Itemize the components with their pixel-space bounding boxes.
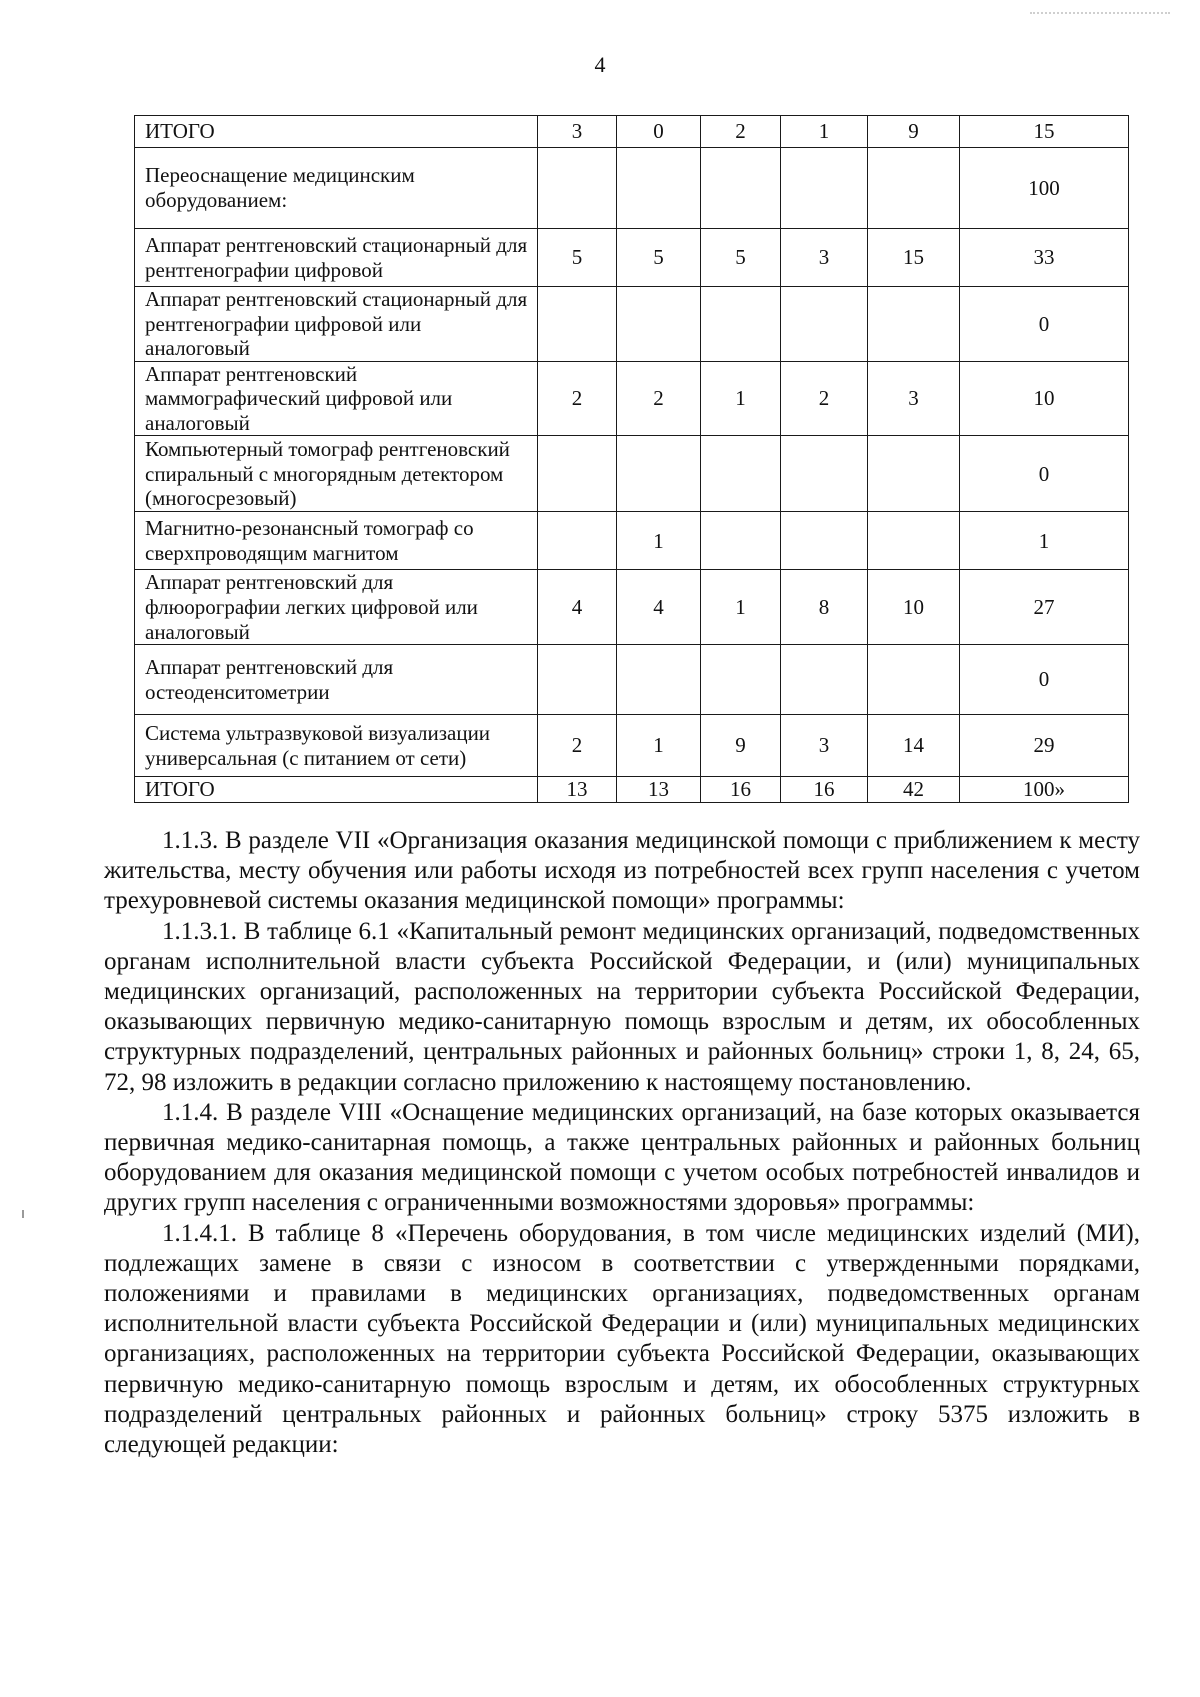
value-cell bbox=[538, 645, 617, 715]
value-cell: 13 bbox=[538, 777, 617, 803]
value-cell: 5 bbox=[617, 229, 701, 287]
value-cell bbox=[781, 148, 868, 229]
value-cell: 3 bbox=[868, 361, 960, 436]
value-cell: 2 bbox=[781, 361, 868, 436]
equipment-name-cell: Магнитно-резонансный томограф со сверхпроводящим магнитом bbox=[135, 512, 538, 570]
value-cell bbox=[781, 436, 868, 512]
value-cell: 100 bbox=[960, 148, 1129, 229]
value-cell: 8 bbox=[781, 570, 868, 645]
value-cell bbox=[701, 512, 781, 570]
equipment-name-cell: Аппарат рентгеновский для флюорографии легких цифровой или аналоговый bbox=[135, 570, 538, 645]
table-row bbox=[135, 436, 1129, 512]
equipment-name-cell: Переоснащение медицинским оборудованием: bbox=[135, 148, 538, 229]
equipment-name-cell: ИТОГО bbox=[135, 777, 538, 803]
body-paragraph: 1.1.4. В разделе VIII «Оснащение медицинских организаций, на базе которых оказывается первичная медико-санитарная помощь, а также центральных районных и районных больниц оборудованием для оказания медицинской помощи с учетом особых потребностей инвалидов и других групп населения с ограниченными возможностями здоровья» программы: bbox=[104, 1098, 1140, 1217]
value-cell: 2 bbox=[617, 361, 701, 436]
scan-artifact bbox=[1030, 12, 1170, 17]
value-cell: 5 bbox=[538, 229, 617, 287]
equipment-name-cell: Аппарат рентгеновский для остеоденситометрии bbox=[135, 645, 538, 715]
body-paragraph: 1.1.4.1. В таблице 8 «Перечень оборудования, в том числе медицинских изделий (МИ), подлежащих замене в связи с износом в соответствии с утвержденными порядками, положениями и правилами в медицинских организациях, подведомственных органам исполнительной власти субъекта Российской Федерации и (или) муниципальных медицинских организациях, расположенных на территории субъекта Российской Федерации, оказывающих первичную медико-санитарную помощь взрослым и детям, их обособленных структурных подразделений центральных районных и районных больниц» строку 5375 изложить в следующей редакции: bbox=[104, 1219, 1140, 1459]
value-cell: 1 bbox=[701, 570, 781, 645]
value-cell: 13 bbox=[617, 777, 701, 803]
value-cell: 3 bbox=[781, 715, 868, 777]
value-cell: 10 bbox=[868, 570, 960, 645]
value-cell bbox=[538, 148, 617, 229]
value-cell: 3 bbox=[538, 116, 617, 148]
equipment-table-body bbox=[135, 116, 1129, 803]
value-cell: 9 bbox=[868, 116, 960, 148]
value-cell: 4 bbox=[538, 570, 617, 645]
value-cell: 0 bbox=[960, 436, 1129, 512]
body-paragraph: 1.1.3. В разделе VII «Организация оказания медицинской помощи с приближением к месту жительства, месту обучения или работы исходя из потребностей всех групп населения с учетом трехуровневой системы оказания медицинской помощи» программы: bbox=[104, 827, 1140, 915]
table-row bbox=[135, 512, 1129, 570]
value-cell: 0 bbox=[960, 645, 1129, 715]
equipment-name-cell: Аппарат рентгеновский стационарный для рентгенографии цифровой bbox=[135, 229, 538, 287]
body-paragraph: 1.1.3.1. В таблице 6.1 «Капитальный ремонт медицинских организаций, подведомственных органам исполнительной власти субъекта Российской Федерации, и (или) муниципальных медицинских организаций, расположенных на территории субъекта Российской Федерации, оказывающих первичную медико-санитарную помощь взрослым и детям, их обособленных структурных подразделений, центральных районных и районных больниц» строки 1, 8, 24, 65, 72, 98 изложить в редакции согласно приложению к настоящему постановлению. bbox=[104, 917, 1140, 1096]
total-row bbox=[135, 777, 1129, 803]
value-cell bbox=[868, 436, 960, 512]
value-cell: 9 bbox=[701, 715, 781, 777]
value-cell: 15 bbox=[868, 229, 960, 287]
value-cell bbox=[617, 287, 701, 362]
equipment-name-cell: Система ультразвуковой визуализации универсальная (с питанием от сети) bbox=[135, 715, 538, 777]
table-row bbox=[135, 645, 1129, 715]
value-cell: 29 bbox=[960, 715, 1129, 777]
value-cell bbox=[701, 148, 781, 229]
value-cell bbox=[868, 148, 960, 229]
table-row bbox=[135, 287, 1129, 362]
total-row bbox=[135, 116, 1129, 148]
table-row bbox=[135, 570, 1129, 645]
value-cell: 1 bbox=[617, 715, 701, 777]
value-cell: 14 bbox=[868, 715, 960, 777]
value-cell: 2 bbox=[701, 116, 781, 148]
value-cell bbox=[538, 287, 617, 362]
value-cell: 16 bbox=[701, 777, 781, 803]
table-row bbox=[135, 715, 1129, 777]
equipment-table bbox=[134, 115, 1129, 803]
value-cell bbox=[701, 287, 781, 362]
value-cell: 0 bbox=[617, 116, 701, 148]
value-cell bbox=[617, 436, 701, 512]
value-cell bbox=[868, 287, 960, 362]
value-cell: 15 bbox=[960, 116, 1129, 148]
table-row bbox=[135, 148, 1129, 229]
page-number: 4 bbox=[594, 52, 606, 77]
value-cell: 33 bbox=[960, 229, 1129, 287]
value-cell: 42 bbox=[868, 777, 960, 803]
value-cell bbox=[781, 287, 868, 362]
value-cell: 1 bbox=[701, 361, 781, 436]
value-cell bbox=[781, 645, 868, 715]
value-cell: 2 bbox=[538, 361, 617, 436]
value-cell bbox=[617, 645, 701, 715]
value-cell: 1 bbox=[781, 116, 868, 148]
value-cell bbox=[868, 512, 960, 570]
table-row bbox=[135, 361, 1129, 436]
equipment-name-cell: Аппарат рентгеновский маммографический цифровой или аналоговый bbox=[135, 361, 538, 436]
value-cell bbox=[781, 512, 868, 570]
value-cell bbox=[538, 436, 617, 512]
value-cell: 27 bbox=[960, 570, 1129, 645]
value-cell: 0 bbox=[960, 287, 1129, 362]
value-cell: 16 bbox=[781, 777, 868, 803]
margin-mark bbox=[22, 1210, 24, 1218]
equipment-name-cell: Аппарат рентгеновский стационарный для рентгенографии цифровой или аналоговый bbox=[135, 287, 538, 362]
equipment-name-cell: Компьютерный томограф рентгеновский спиральный с многорядным детектором (многосрезовый) bbox=[135, 436, 538, 512]
value-cell bbox=[538, 512, 617, 570]
value-cell: 2 bbox=[538, 715, 617, 777]
value-cell: 3 bbox=[781, 229, 868, 287]
body-text bbox=[104, 826, 1140, 1460]
value-cell: 1 bbox=[960, 512, 1129, 570]
value-cell bbox=[868, 645, 960, 715]
table-row bbox=[135, 229, 1129, 287]
value-cell: 1 bbox=[617, 512, 701, 570]
equipment-name-cell: ИТОГО bbox=[135, 116, 538, 148]
value-cell bbox=[701, 645, 781, 715]
value-cell: 4 bbox=[617, 570, 701, 645]
value-cell bbox=[617, 148, 701, 229]
value-cell: 5 bbox=[701, 229, 781, 287]
value-cell: 100» bbox=[960, 777, 1129, 803]
value-cell: 10 bbox=[960, 361, 1129, 436]
value-cell bbox=[701, 436, 781, 512]
